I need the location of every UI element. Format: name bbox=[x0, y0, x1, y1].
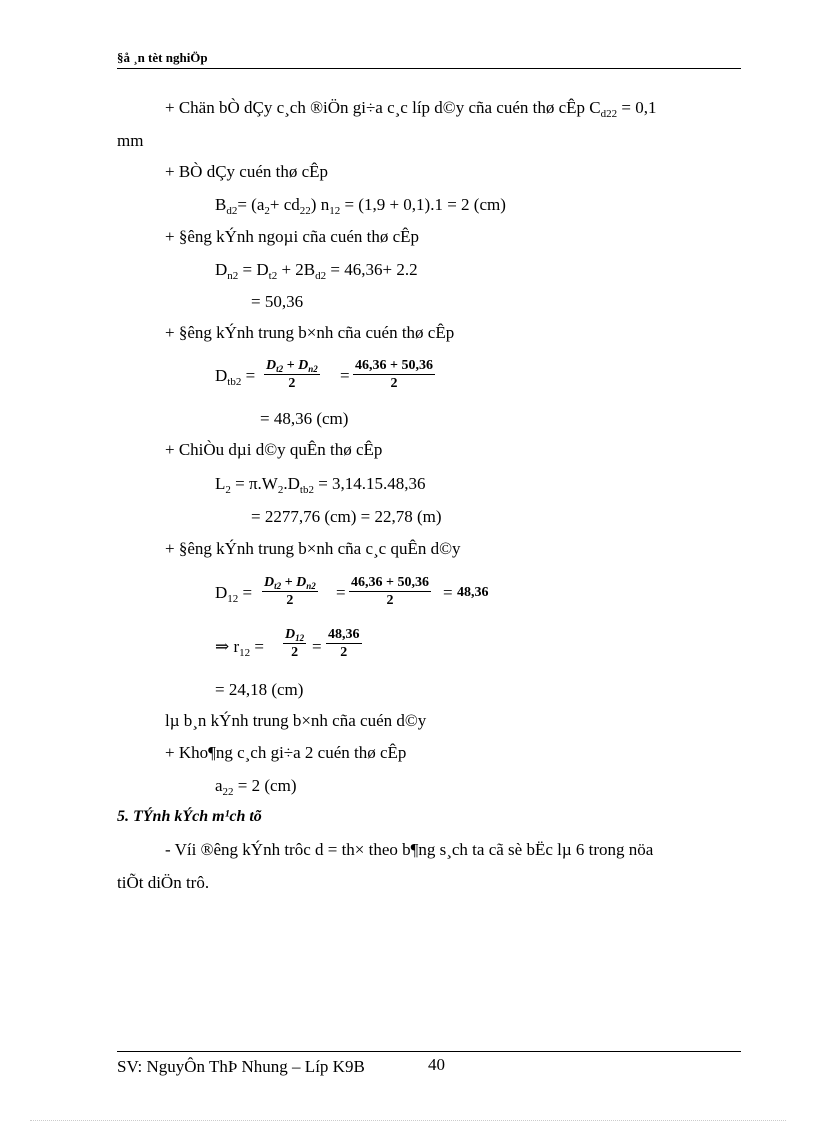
formula-dtb2-result: = 48,36 (cm) bbox=[260, 409, 349, 428]
fraction-r12-numeric: $\frac{48,36}{2}$ bbox=[328, 627, 360, 660]
formula-r12-result: = 24,18 (cm) bbox=[215, 680, 304, 699]
line-gap-heading: + Kho¶ng c¸ch gi÷a 2 cuén thø cÊp bbox=[165, 743, 407, 762]
line-insulation-thickness: + Chän bÒ dÇy c¸ch ®iÖn gi÷a c¸c líp d©y cña cuén thø cÊp $C_{d22} = 0,1$ bbox=[165, 98, 657, 120]
footer-student: SV: NguyÔn ThÞ Nhung – Líp K9B bbox=[117, 1057, 365, 1076]
paragraph-core-line1: - Víi ®êng kÝnh trôc d = th× theo b¶ng s¸ch ta cã sè bËc lµ 6 trong nöa bbox=[165, 840, 654, 859]
fraction-dtb2-symbolic: $\frac{D_{t2} + D_{n2}}{2}$ bbox=[266, 358, 318, 391]
line-mean-radius-note: lµ b¸n kÝnh trung b×nh cña cuén d©y bbox=[165, 711, 427, 730]
equals-sign: = bbox=[443, 583, 453, 602]
footer-rule bbox=[117, 1051, 741, 1052]
fraction-dtb2-numeric: $\frac{46,36 + 50,36}{2}$ bbox=[355, 358, 433, 391]
equals-sign: = bbox=[312, 637, 322, 656]
formula-r12-lhs: ⇒ $r_{12}$ = bbox=[215, 637, 264, 659]
formula-dn2-result: = 50,36 bbox=[251, 292, 304, 311]
paragraph-core-line2: tiÕt diÖn trô. bbox=[117, 873, 210, 892]
formula-d12-result: 48,36 bbox=[457, 585, 489, 600]
fraction-d12-numeric: $\frac{46,36 + 50,36}{2}$ bbox=[351, 575, 429, 608]
line-thickness-heading: + BÒ dÇy cuén thø cÊp bbox=[165, 162, 329, 181]
formula-l2-result: = 2277,76 (cm) = 22,78 (m) bbox=[251, 507, 442, 526]
page-number: 40 bbox=[428, 1055, 445, 1074]
section-heading: 5. TÝnh kÝch m¹ch tõ bbox=[117, 808, 262, 825]
formula-l2: $L_2 = \pi.W_2.D_{tb2} = 3,14.15.48,36$ bbox=[215, 474, 426, 496]
page-header: §å ¸n tèt nghiÖp bbox=[117, 50, 208, 65]
fraction-d12-symbolic: $\frac{D_{t2} + D_{n2}}{2}$ bbox=[264, 575, 316, 608]
formula-d12-lhs: $D_{12}$ = bbox=[215, 583, 253, 605]
fraction-r12-symbolic: $\frac{D_{12}}{2}$ bbox=[285, 627, 305, 660]
header-rule bbox=[117, 68, 741, 69]
line-outer-diameter-heading: + §êng kÝnh ngoµi cña cuén thø cÊp bbox=[165, 227, 420, 246]
formula-dn2: $D_{n2} = D_{t2} + 2B_{d2} = 46,36+ 2.2$ bbox=[215, 260, 418, 282]
formula-a22: $a_{22} = 2$ (cm) bbox=[215, 776, 297, 798]
formula-dtb2-lhs: $D_{tb2}$ = bbox=[215, 366, 256, 388]
line-mean-diameter-windings-heading: + §êng kÝnh trung b×nh cña c¸c quÊn d©y bbox=[165, 539, 461, 558]
formula-bd2: $B_{d2}= (a_2+ cd_{22}) n_{12} = (1,9 + 0,1).1 = 2$ (cm) bbox=[215, 195, 506, 217]
line-unit-mm: mm bbox=[117, 131, 144, 150]
equals-sign: = bbox=[336, 583, 346, 602]
line-wire-length-heading: + ChiÒu dµi d©y quÊn thø cÊp bbox=[165, 440, 383, 459]
line-mean-diameter-heading: + §êng kÝnh trung b×nh cña cuén thø cÊp bbox=[165, 323, 455, 342]
equals-sign: = bbox=[340, 366, 350, 385]
bottom-dotted-edge bbox=[30, 1120, 786, 1121]
